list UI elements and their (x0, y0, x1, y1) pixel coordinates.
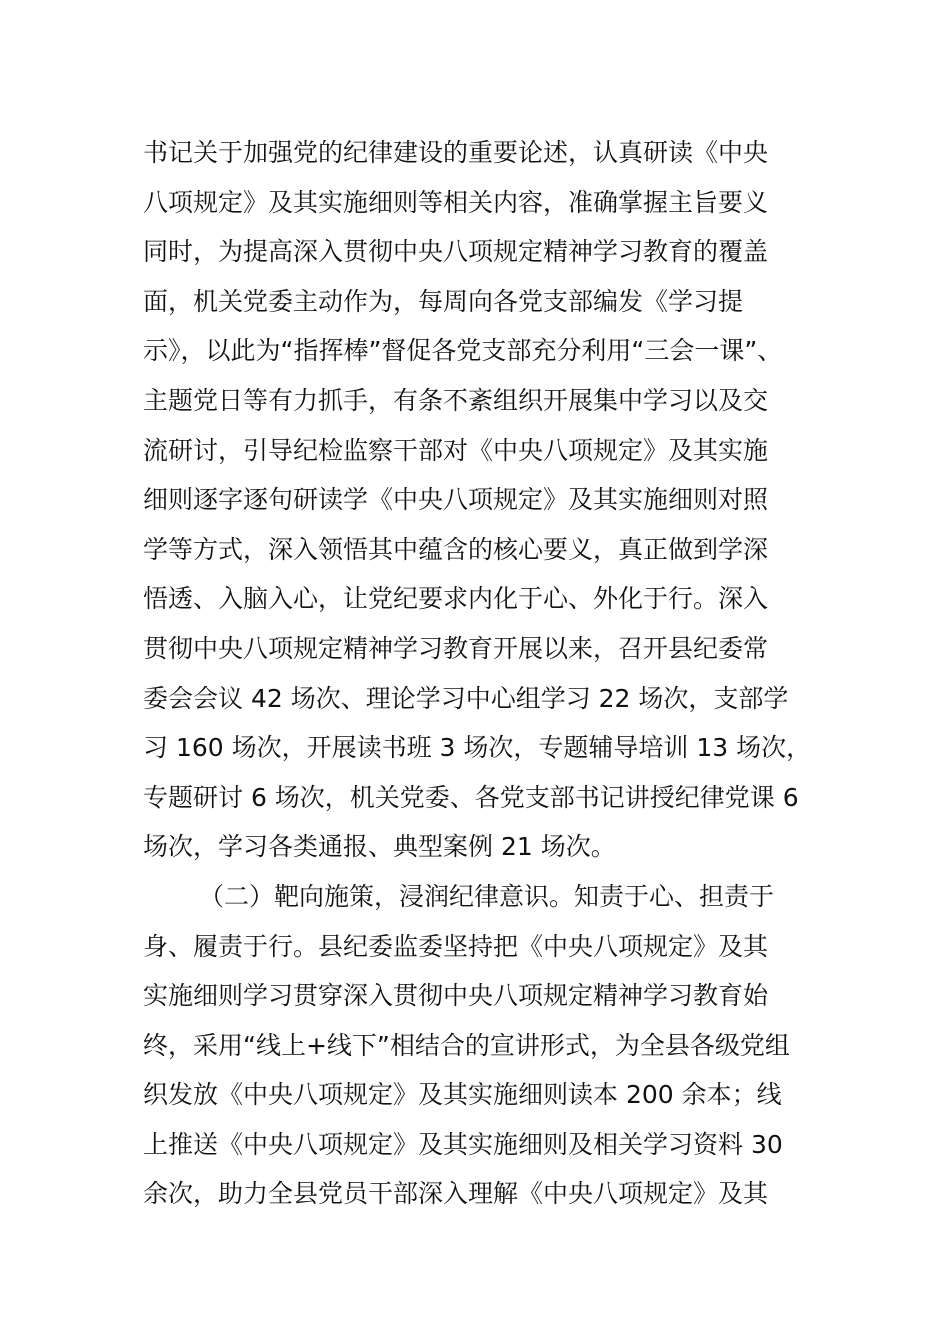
text-line: 专题研讨 6 场次，机关党委、各党支部书记讲授纪律党课 6 (143, 782, 799, 812)
text-line: 流研讨，引导纪检监察干部对《中央八项规定》及其实施 (143, 435, 769, 465)
text-line: 面，机关党委主动作为，每周向各党支部编发《学习提 (143, 286, 744, 316)
text-line: 上推送《中央八项规定》及其实施细则及相关学习资料 30 (143, 1129, 783, 1159)
text-line: 同时，为提高深入贯彻中央八项规定精神学习教育的覆盖 (143, 237, 769, 267)
text-line: 织发放《中央八项规定》及其实施细则读本 200 余本；线 (143, 1080, 782, 1110)
text-line: 细则逐字逐句研读学《中央八项规定》及其实施细则对照 (143, 485, 769, 515)
text-line: 示》，以此为“指挥棒”督促各党支部充分利用“三会一课”、 (143, 336, 783, 366)
text-line: 学等方式，深入领悟其中蕴含的核心要义，真正做到学深 (143, 534, 769, 564)
text-line: 悟透、入脑入心，让党纪要求内化于心、外化于行。深入 (143, 584, 769, 614)
text-line: 余次，助力全县党员干部深入理解《中央八项规定》及其 (143, 1179, 769, 1209)
section-heading-line: （二）靶向施策，浸润纪律意识。知责于心、担责于 (199, 881, 775, 911)
text-line: 实施细则学习贯穿深入贯彻中央八项规定精神学习教育始 (143, 981, 769, 1011)
text-line: 习 160 场次，开展读书班 3 场次，专题辅导培训 13 场次， (143, 733, 812, 763)
text-line: 主题党日等有力抓手，有条不紊组织开展集中学习以及交 (143, 385, 769, 415)
text-line: 贯彻中央八项规定精神学习教育开展以来，召开县纪委常 (143, 633, 769, 663)
text-line: 八项规定》及其实施细则等相关内容，准确掌握主旨要义 (143, 187, 769, 217)
text-line: 书记关于加强党的纪律建设的重要论述，认真研读《中央 (143, 138, 769, 167)
text-line: 委会会议 42 场次、理论学习中心组学习 22 场次，支部学 (143, 683, 789, 713)
body-text (143, 128, 843, 1219)
text-line: 终，采用“线上+线下”相结合的宣讲形式，为全县各级党组 (143, 1030, 790, 1060)
text-line: 场次，学习各类通报、典型案例 21 场次。 (143, 832, 616, 862)
text-line: 身、履责于行。县纪委监委坚持把《中央八项规定》及其 (143, 931, 769, 961)
